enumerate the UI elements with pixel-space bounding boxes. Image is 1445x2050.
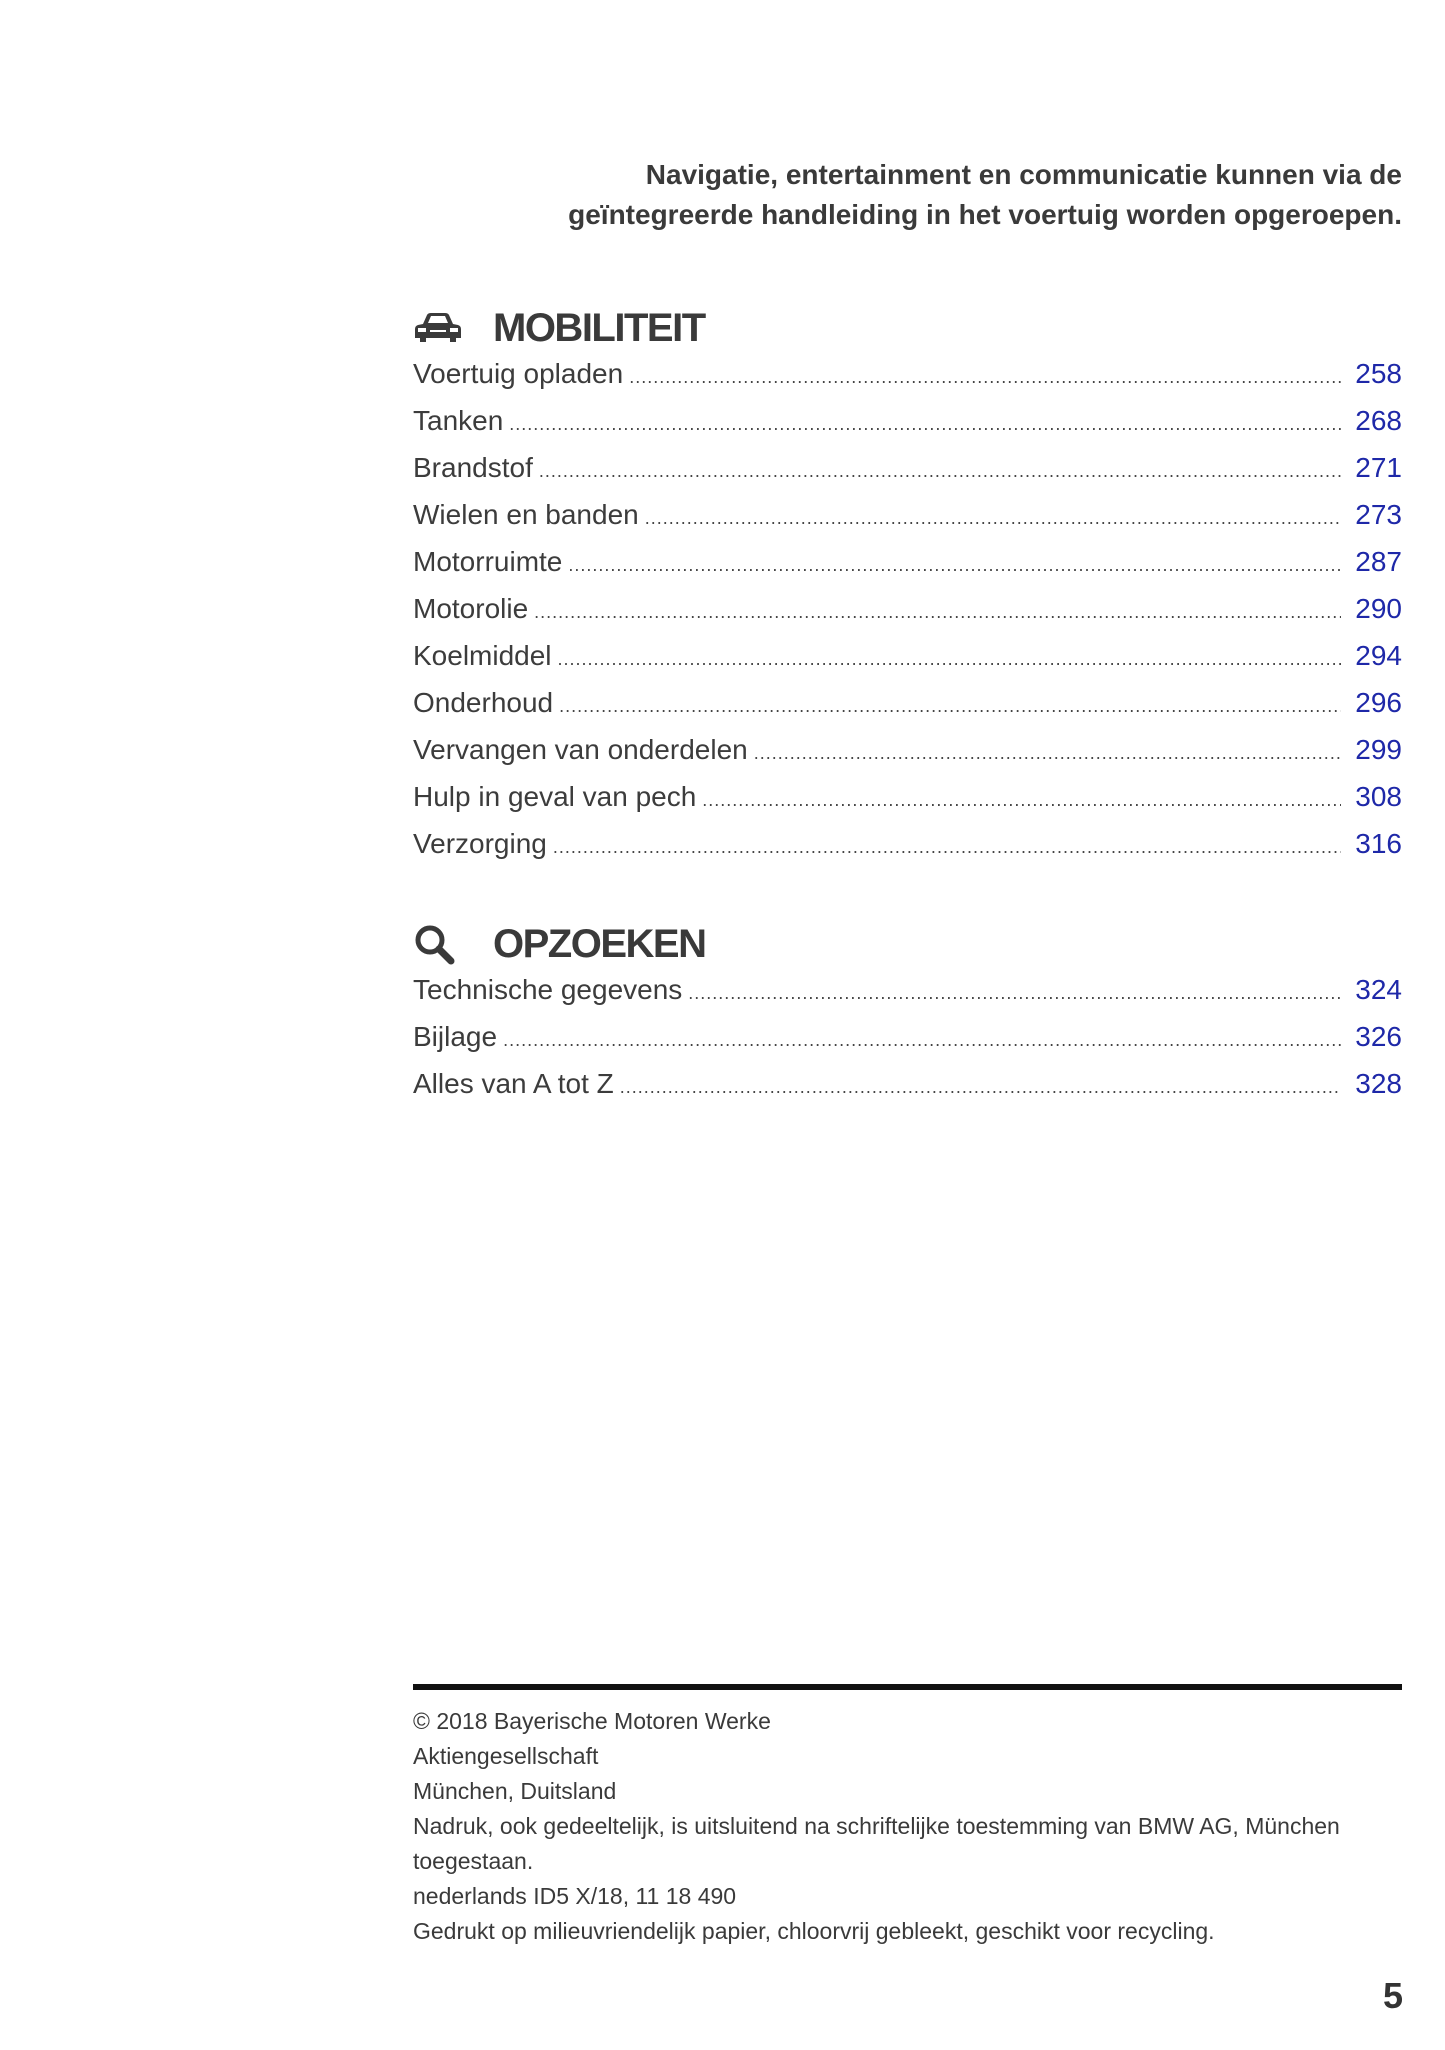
intro-line-1: Navigatie, entertainment en communicatie kunnen via de [645, 159, 1402, 190]
toc-list-mobiliteit [413, 358, 1402, 875]
toc-list-opzoeken [413, 974, 1402, 1115]
leader-dots [558, 649, 1342, 670]
toc-entry[interactable] [413, 828, 1402, 875]
toc-entry[interactable] [413, 499, 1402, 546]
toc-entry-label: Motorruimte [413, 546, 563, 577]
toc-entry-label: Tanken [413, 405, 504, 436]
imprint-line: © 2018 Bayerische Motoren Werke [413, 1708, 771, 1734]
toc-page-link[interactable]: 268 [1355, 405, 1402, 436]
leader-dots [559, 696, 1341, 717]
toc-page-link[interactable]: 316 [1355, 828, 1402, 859]
leader-dots [553, 837, 1341, 858]
imprint-line: Nadruk, ook gedeeltelijk, is uitsluitend na schriftelijke toestemming van BMW AG, München [413, 1813, 1340, 1839]
leader-dots [539, 461, 1341, 482]
toc-entry[interactable] [413, 781, 1402, 828]
imprint-line: Aktiengesellschaft [413, 1743, 599, 1769]
toc-page-link[interactable]: 273 [1355, 499, 1402, 530]
toc-entry[interactable] [413, 358, 1402, 405]
leader-dots [509, 414, 1341, 435]
search-icon [413, 924, 465, 964]
toc-page-link[interactable]: 326 [1355, 1021, 1402, 1052]
toc-entry[interactable] [413, 734, 1402, 781]
page-number: 5 [1382, 1975, 1403, 2016]
leader-dots [702, 790, 1341, 811]
imprint-line: toegestaan. [413, 1848, 534, 1874]
leader-dots [688, 983, 1341, 1004]
leader-dots [503, 1030, 1341, 1051]
section-title: MOBILITEIT [493, 305, 705, 350]
toc-entry-label: Bijlage [413, 1021, 498, 1052]
toc-entry-label: Voertuig opladen [413, 358, 624, 389]
toc-entry-label: Brandstof [413, 452, 533, 483]
toc-page-link[interactable]: 308 [1355, 781, 1402, 812]
toc-entry[interactable] [413, 687, 1402, 734]
leader-dots [629, 367, 1341, 388]
toc-entry[interactable] [413, 1021, 1402, 1068]
toc-page-link[interactable]: 271 [1355, 452, 1402, 483]
toc-page-link[interactable]: 328 [1355, 1068, 1402, 1099]
car-icon [413, 308, 465, 348]
toc-entry-label: Onderhoud [413, 687, 554, 718]
leader-dots [645, 508, 1342, 529]
toc-entry[interactable] [413, 405, 1402, 452]
toc-page-link[interactable]: 299 [1355, 734, 1402, 765]
toc-entry[interactable] [413, 1068, 1402, 1115]
leader-dots [568, 555, 1341, 576]
section-title: OPZOEKEN [493, 921, 706, 966]
toc-entry-label: Technische gegevens [413, 974, 683, 1005]
imprint-line: München, Duitsland [413, 1778, 617, 1804]
imprint-line: nederlands ID5 X/18, 11 18 490 [413, 1883, 737, 1909]
imprint-line: Gedrukt op milieuvriendelijk papier, chloorvrij gebleekt, geschikt voor recycling. [413, 1918, 1215, 1944]
toc-entry[interactable] [413, 640, 1402, 687]
toc-page-link[interactable]: 324 [1355, 974, 1402, 1005]
toc-page-link[interactable]: 258 [1355, 358, 1402, 389]
divider-rule [413, 1684, 1402, 1690]
toc-page-link[interactable]: 287 [1355, 546, 1402, 577]
section-header-mobiliteit [413, 298, 1402, 358]
toc-page-link[interactable]: 296 [1355, 687, 1402, 718]
section-header-opzoeken [413, 914, 1402, 974]
toc-entry-label: Koelmiddel [413, 640, 552, 671]
toc-entry[interactable] [413, 452, 1402, 499]
toc-page-link[interactable]: 290 [1355, 593, 1402, 624]
toc-entry-label: Alles van A tot Z [413, 1068, 614, 1099]
intro-note [410, 155, 1402, 235]
toc-entry[interactable] [413, 593, 1402, 640]
toc-entry[interactable] [413, 546, 1402, 593]
toc-page-link[interactable]: 294 [1355, 640, 1402, 671]
toc-entry-label: Wielen en banden [413, 499, 639, 530]
intro-line-2: geïntegreerde handleiding in het voertuig worden opgeroepen. [568, 199, 1402, 230]
toc-entry-label: Motorolie [413, 593, 529, 624]
toc-entry[interactable] [413, 974, 1402, 1021]
toc-entry-label: Verzorging [413, 828, 547, 859]
leader-dots [534, 602, 1341, 623]
imprint [413, 1704, 1402, 1949]
toc-entry-label: Vervangen van onderdelen [413, 734, 748, 765]
toc-entry-label: Hulp in geval van pech [413, 781, 697, 812]
leader-dots [754, 743, 1342, 764]
leader-dots [620, 1077, 1342, 1098]
